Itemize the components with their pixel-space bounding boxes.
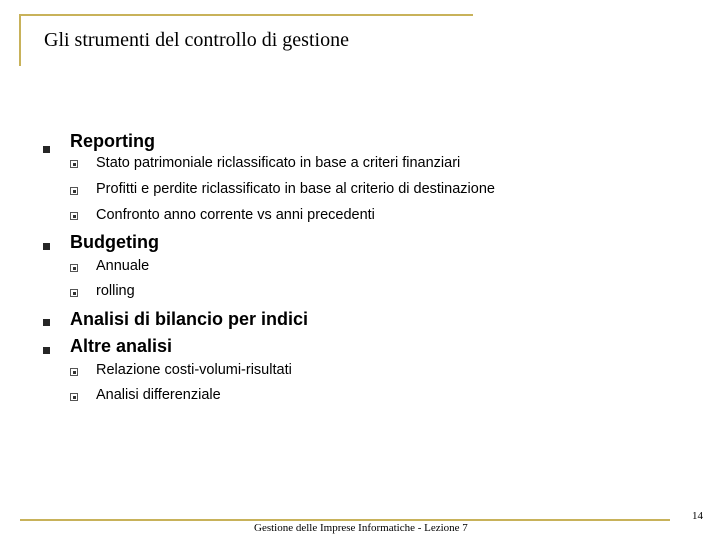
sub-bullet-icon xyxy=(70,368,78,376)
list-item-altre-analisi: Altre analisi xyxy=(70,336,173,356)
sub-bullet-icon xyxy=(70,187,78,195)
list-item-budgeting: Budgeting xyxy=(70,232,159,252)
sub-bullet-icon xyxy=(70,264,78,272)
sub-bullet-icon xyxy=(70,289,78,297)
bullet-square-icon xyxy=(43,243,50,250)
sub-item: Analisi differenziale xyxy=(96,387,221,403)
sub-item: Relazione costi-volumi-risultati xyxy=(96,362,292,378)
list-item-reporting: Reporting xyxy=(70,131,155,151)
sub-item: rolling xyxy=(96,283,135,299)
sub-bullet-icon xyxy=(70,212,78,220)
sub-bullet-icon xyxy=(70,160,78,168)
sub-bullet-icon xyxy=(70,393,78,401)
list-item-analisi-bilancio: Analisi di bilancio per indici xyxy=(70,309,309,329)
bullet-square-icon xyxy=(43,319,50,326)
sub-item: Confronto anno corrente vs anni precedenti xyxy=(96,207,375,223)
bullet-square-icon xyxy=(43,347,50,354)
page-number: 14 xyxy=(692,510,703,522)
sub-item: Profitti e perdite riclassificato in base al criterio di destinazione xyxy=(96,181,495,197)
sub-item: Annuale xyxy=(96,258,150,274)
sub-item: Stato patrimoniale riclassificato in base a criteri finanziari xyxy=(96,155,461,171)
slide-title: Gli strumenti del controllo di gestione xyxy=(44,29,349,51)
footer-text: Gestione delle Imprese Informatiche - Lezione 7 xyxy=(254,522,468,534)
footer-line xyxy=(20,519,670,521)
bullet-square-icon xyxy=(43,146,50,153)
